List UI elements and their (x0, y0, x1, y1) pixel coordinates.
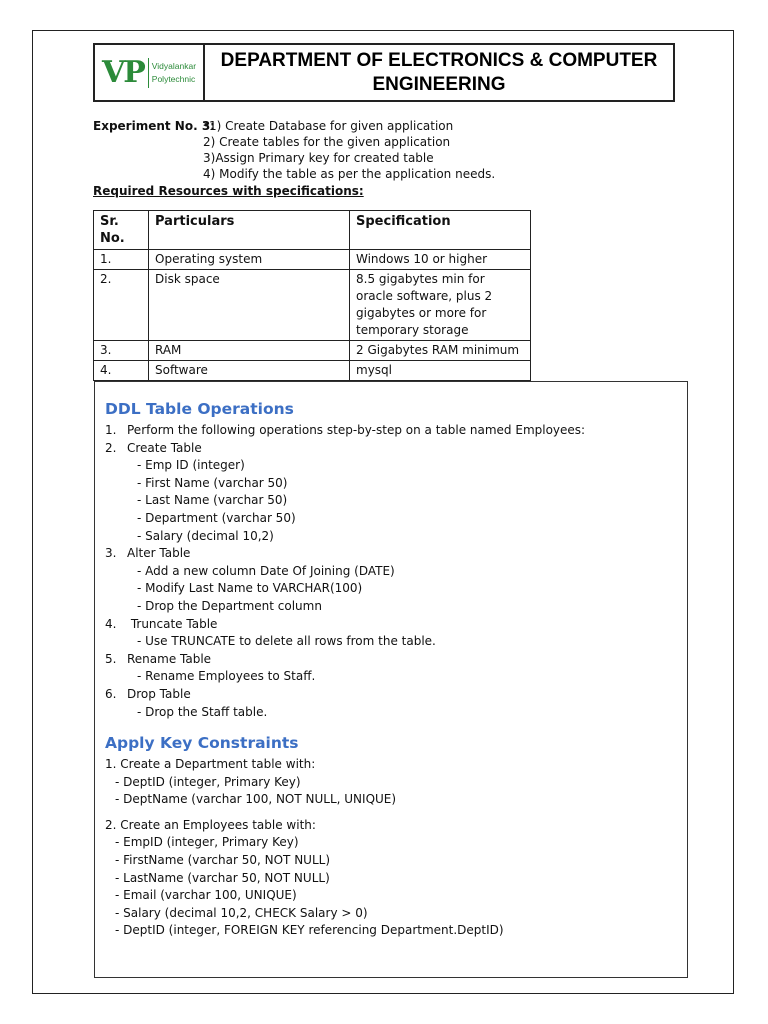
ddl-section-title: DDL Table Operations (105, 400, 294, 418)
table-cell: Software (149, 361, 350, 381)
table-cell: 2 Gigabytes RAM minimum (350, 341, 531, 361)
document-header (93, 43, 675, 102)
experiment-label: Experiment No. 3: (93, 119, 215, 133)
experiment-steps (203, 118, 495, 182)
table-cell: Windows 10 or higher (350, 250, 531, 270)
ddl-subitem: - Emp ID (integer) (137, 458, 245, 473)
resources-heading: Required Resources with specifications: (93, 184, 364, 198)
experiment-step: 4) Modify the table as per the application needs. (203, 167, 496, 181)
table-cell: 1. (94, 250, 149, 270)
constraint-subitem: - FirstName (varchar 50, NOT NULL) (115, 853, 331, 868)
table-cell: 3. (94, 341, 149, 361)
exercise-box (94, 381, 688, 978)
experiment-step: *1) Create Database for given application (203, 119, 454, 133)
table-cell: mysql (350, 361, 531, 381)
ddl-item: 5. Rename Table (105, 651, 212, 666)
table-row (94, 361, 531, 381)
logo-line-2: Polytechnic (151, 73, 196, 84)
column-header-particulars: Particulars (149, 211, 350, 250)
constraint-subitem: - DeptID (integer, FOREIGN KEY referencing Department.DeptID) (115, 923, 504, 938)
constraint-subitem: - Salary (decimal 10,2, CHECK Salary > 0) (115, 905, 368, 920)
table-row (94, 270, 531, 341)
table-cell: 2. (94, 270, 149, 341)
ddl-subitem: - Department (varchar 50) (137, 510, 296, 525)
ddl-subitem: - Last Name (varchar 50) (137, 493, 288, 508)
logo-line-1: Vidyalankar (151, 60, 197, 71)
column-header-specification: Specification (350, 211, 531, 250)
table-row (94, 250, 531, 270)
ddl-subitem: - Modify Last Name to VARCHAR(100) (137, 581, 363, 596)
table-header-row (94, 211, 531, 250)
table-cell: 4. (94, 361, 149, 381)
ddl-subitem: - Add a new column Date Of Joining (DATE) (137, 563, 395, 578)
constraint-subitem: - EmpID (integer, Primary Key) (115, 835, 299, 850)
experiment-step: 2) Create tables for the given application (203, 135, 451, 149)
ddl-item: 6. Drop Table (105, 686, 191, 701)
ddl-subitem: - Drop the Department column (137, 598, 322, 613)
constraint-heading: 2. Create an Employees table with: (105, 817, 316, 832)
constraints-section-title: Apply Key Constraints (105, 734, 299, 753)
logo-cell (95, 45, 205, 100)
constraint-subitem: - DeptID (integer, Primary Key) (115, 774, 301, 789)
column-header-sr-no: Sr. No. (94, 211, 149, 250)
constraint-heading: 1. Create a Department table with: (105, 757, 316, 772)
logo-mark: VP (102, 58, 149, 88)
ddl-subitem: - Drop the Staff table. (137, 704, 268, 719)
constraint-subitem: - DeptName (varchar 100, NOT NULL, UNIQUE) (115, 792, 397, 807)
table-cell: Disk space (149, 270, 350, 341)
ddl-subitem: - Use TRUNCATE to delete all rows from the table. (137, 634, 436, 649)
ddl-subitem: - First Name (varchar 50) (137, 475, 288, 490)
experiment-step: 3)Assign Primary key for created table (203, 151, 434, 165)
table-cell: Operating system (149, 250, 350, 270)
ddl-subitem: - Salary (decimal 10,2) (137, 528, 274, 543)
ddl-item: 4. Truncate Table (105, 616, 218, 631)
logo-text (152, 60, 196, 86)
resources-table (93, 210, 531, 381)
ddl-item: 3. Alter Table (105, 546, 191, 561)
ddl-subitem: - Rename Employees to Staff. (137, 669, 316, 684)
constraint-subitem: - Email (varchar 100, UNIQUE) (115, 888, 297, 903)
ddl-item: 1. Perform the following operations step-by-step on a table named Employees: (105, 423, 586, 437)
department-title: DEPARTMENT OF ELECTRONICS & COMPUTER ENGINEERING (220, 49, 658, 95)
experiment-section (93, 118, 495, 182)
table-row (94, 341, 531, 361)
ddl-item: 2. Create Table (105, 440, 202, 455)
institute-logo (101, 54, 197, 90)
table-cell: RAM (149, 341, 350, 361)
constraint-subitem: - LastName (varchar 50, NOT NULL) (115, 870, 330, 885)
table-cell: 8.5 gigabytes min for oracle software, plus 2 gigabytes or more for temporary storage (350, 270, 531, 341)
